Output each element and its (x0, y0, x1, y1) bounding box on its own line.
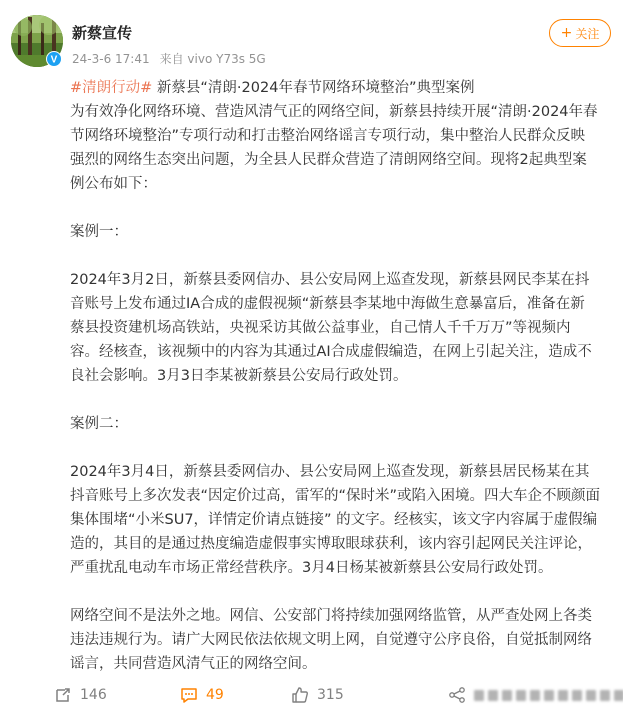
text-line: 谣言，共同营造风清气正的网络空间。 (70, 656, 317, 672)
like-icon (291, 686, 309, 704)
text-line: 违法违规行为。请广大网民依法依规文明上网，自觉遵守公序良俗，自觉抵制网络 (70, 632, 592, 648)
text-line: 容。经核查，该视频中的内容为其通过AI合成虚假编造，在网上引起关注，造成不 (70, 344, 592, 360)
like-count: 315 (317, 687, 344, 703)
text-line: 蔡县投资建机场高铁站，央视采访其做公益事业，自己情人千千万万”等视频内 (70, 320, 571, 336)
text-line: 严重扰乱电动车市场正常经营秩序。3月4日杨某被新蔡县公安局行政处罚。 (70, 560, 553, 576)
comment-count: 49 (206, 687, 224, 703)
text-line: 网络空间不是法外之地。网信、公安部门将持续加强网络监管，从严查处网上各类 (70, 608, 592, 624)
post-title: 新蔡县“清朗·2024年春节网络环境整治”典型案例 (156, 80, 475, 96)
text-line: 音账号上发布通过IA合成的虚假视频“新蔡县李某地中海做生意暴富后，准备在新 (70, 296, 585, 312)
timestamp[interactable]: 24-3-6 17:41 (72, 52, 150, 66)
text-line: 为有效净化网络环境、营造风清气正的网络空间，新蔡县持续开展“清朗·2024年春 (70, 104, 598, 120)
text-line: 强烈的网络生态突出问题，为全县人民群众营造了清朗网络空间。现将2起典型案 (70, 152, 587, 168)
text-line: 造的，其目的是通过热度编造虚假事实博取眼球获利，该内容引起网民关注评论， (70, 536, 592, 552)
case-two-heading: 案例二： (70, 416, 128, 432)
text-line: 集体围堵“小米SU7，详情定价请点链接” 的文字。经核实，该文字内容属于虚假编 (70, 512, 598, 528)
verified-icon (46, 51, 62, 67)
text-line: 2024年3月4日，新蔡县委网信办、县公安局网上巡查发现，新蔡县居民杨某在其 (70, 464, 590, 480)
follow-label: 关注 (575, 26, 600, 41)
text-line: 抖音账号上多次发表“因定价过高，雷军的“保时米”或陷入困境。四大车企不顾颜面 (70, 488, 601, 504)
plus-icon: + (560, 25, 573, 41)
case-one-heading: 案例一： (70, 224, 128, 240)
username[interactable]: 新蔡宣传 (72, 24, 133, 42)
source-device: 来自 vivo Y73s 5G (159, 52, 266, 66)
comment-icon (180, 686, 198, 704)
svg-text:V: V (50, 54, 58, 66)
text-line: 2024年3月2日，新蔡县委网信办、县公安局网上巡查发现，新蔡县网民李某在抖 (70, 272, 590, 288)
follow-button[interactable] (549, 19, 611, 47)
like-button[interactable] (291, 682, 344, 708)
comment-button[interactable] (180, 682, 224, 708)
text-line: 节网络环境整治”专项行动和打击整治网络谣言专项行动，集中整治人民群众反映 (70, 128, 586, 144)
blurred-share-preview (474, 690, 623, 701)
post-content (70, 76, 615, 676)
text-line: 良社会影响。3月3日李某被新蔡县公安局行政处罚。 (70, 368, 408, 384)
post-meta (72, 50, 276, 67)
hashtag-link[interactable]: #清朗行动# (70, 80, 153, 96)
share-icon (448, 686, 466, 704)
text-line: 例公布如下： (70, 176, 157, 192)
repost-icon (54, 686, 72, 704)
post-title-line (70, 76, 615, 100)
repost-button[interactable] (54, 682, 107, 708)
repost-count: 146 (80, 687, 107, 703)
share-area[interactable] (448, 682, 623, 708)
